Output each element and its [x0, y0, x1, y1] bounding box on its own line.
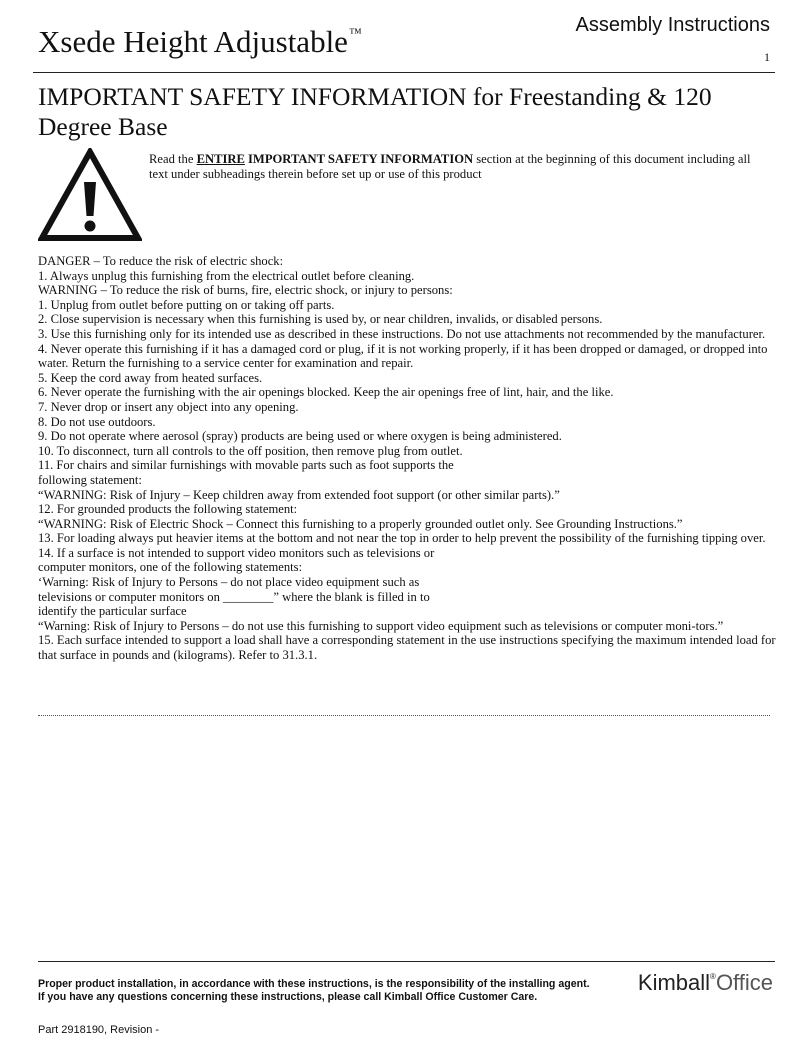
safety-instructions [38, 254, 778, 663]
safety-line: 10. To disconnect, turn all controls to the off position, then remove plug from outlet. [38, 443, 463, 458]
safety-line: 3. Use this furnishing only for its intended use as described in these instructions. Do not use attachments not recommended by the manufacturer. [38, 326, 766, 341]
safety-line: 8. Do not use outdoors. [38, 414, 156, 429]
safety-line: 12. For grounded products the following statement: [38, 502, 298, 517]
section-end-divider [38, 715, 770, 716]
intro-bold-emphasis: IMPORTANT SAFETY INFORMATION [248, 152, 474, 166]
footer-divider [38, 961, 775, 962]
safety-line: identify the particular surface [38, 604, 187, 619]
kimball-office-logo: Kimball®Office [637, 970, 773, 995]
safety-line: “WARNING: Risk of Injury – Keep children away from extended foot support (or other similar parts).” [38, 487, 560, 502]
safety-line: following statement: [38, 472, 142, 487]
safety-line: “Warning: Risk of Injury to Persons – do not use this furnishing to support video equipment such as televisions or computer moni-tors.” [38, 618, 724, 633]
header-divider [33, 72, 775, 73]
safety-line: televisions or computer monitors on ________” where the blank is filled in to [38, 589, 430, 604]
page-number: 1 [764, 50, 770, 64]
part-number: Part 2918190, Revision - [38, 1024, 160, 1036]
safety-line: 4. Never operate this furnishing if it has a damaged cord or plug, if it is not working properly, if it has been dropped or damaged, or dropped into water. Return the furnishing to a service center for examination and repair. [38, 341, 768, 371]
safety-line: 14. If a surface is not intended to support video monitors such as televisions or [38, 545, 435, 560]
safety-line: ‘Warning: Risk of Injury to Persons – do not place video equipment such as [38, 575, 420, 590]
trademark-symbol: ™ [348, 25, 362, 40]
safety-line: 1. Unplug from outlet before putting on or taking off parts. [38, 297, 335, 312]
intro-entire-emphasis: ENTIRE [196, 152, 245, 166]
footer-note-line: Proper product installation, in accordance with these instructions, is the responsibility of the installing agent. [38, 978, 590, 990]
safety-line: 7. Never drop or insert any object into any opening. [38, 399, 299, 414]
safety-line: 13. For loading always put heavier items at the bottom and not near the top in order to help prevent the possibility of the furnishing tipping over. [38, 531, 766, 546]
safety-line: 2. Close supervision is necessary when this furnishing is used by, or near children, invalids, or disabled persons. [38, 312, 603, 327]
safety-line: computer monitors, one of the following statements: [38, 560, 303, 575]
footer-note-line: If you have any questions concerning these instructions, please call Kimball Office Customer Care. [38, 991, 538, 1003]
safety-line: “WARNING: Risk of Electric Shock – Connect this furnishing to a properly grounded outlet only. See Grounding Instructions.” [38, 516, 683, 531]
safety-line: 5. Keep the cord away from heated surfaces. [38, 370, 263, 385]
doc-type-label: Assembly Instructions [575, 14, 770, 36]
safety-line: DANGER – To reduce the risk of electric shock: [38, 254, 284, 268]
safety-line: 9. Do not operate where aerosol (spray) products are being used or where oxygen is being administered. [38, 429, 562, 444]
safety-line: 6. Never operate the furnishing with the air openings blocked. Keep the air openings free of lint, hair, and the like. [38, 385, 614, 400]
document-title: Xsede Height Adjustable™ [38, 24, 362, 59]
safety-intro: Read the ENTIRE IMPORTANT SAFETY INFORMATION section at the beginning of this document including all text under subheadings therein before set up or use of this product [149, 152, 751, 181]
section-heading: IMPORTANT SAFETY INFORMATION for Freestanding & 120 Degree Base [38, 82, 712, 141]
safety-line: 15. Each surface intended to support a load shall have a corresponding statement in the use instructions specifying the maximum intended load for that surface in pounds and (kilograms). Refer to 31.3.1. [38, 633, 776, 663]
safety-line: 11. For chairs and similar furnishings with movable parts such as foot supports the [38, 458, 454, 473]
safety-line: WARNING – To reduce the risk of burns, fire, electric shock, or injury to persons: [38, 283, 453, 298]
warning-triangle-icon [38, 148, 142, 242]
footer-note [38, 978, 590, 1004]
safety-line: 1. Always unplug this furnishing from the electrical outlet before cleaning. [38, 268, 415, 283]
